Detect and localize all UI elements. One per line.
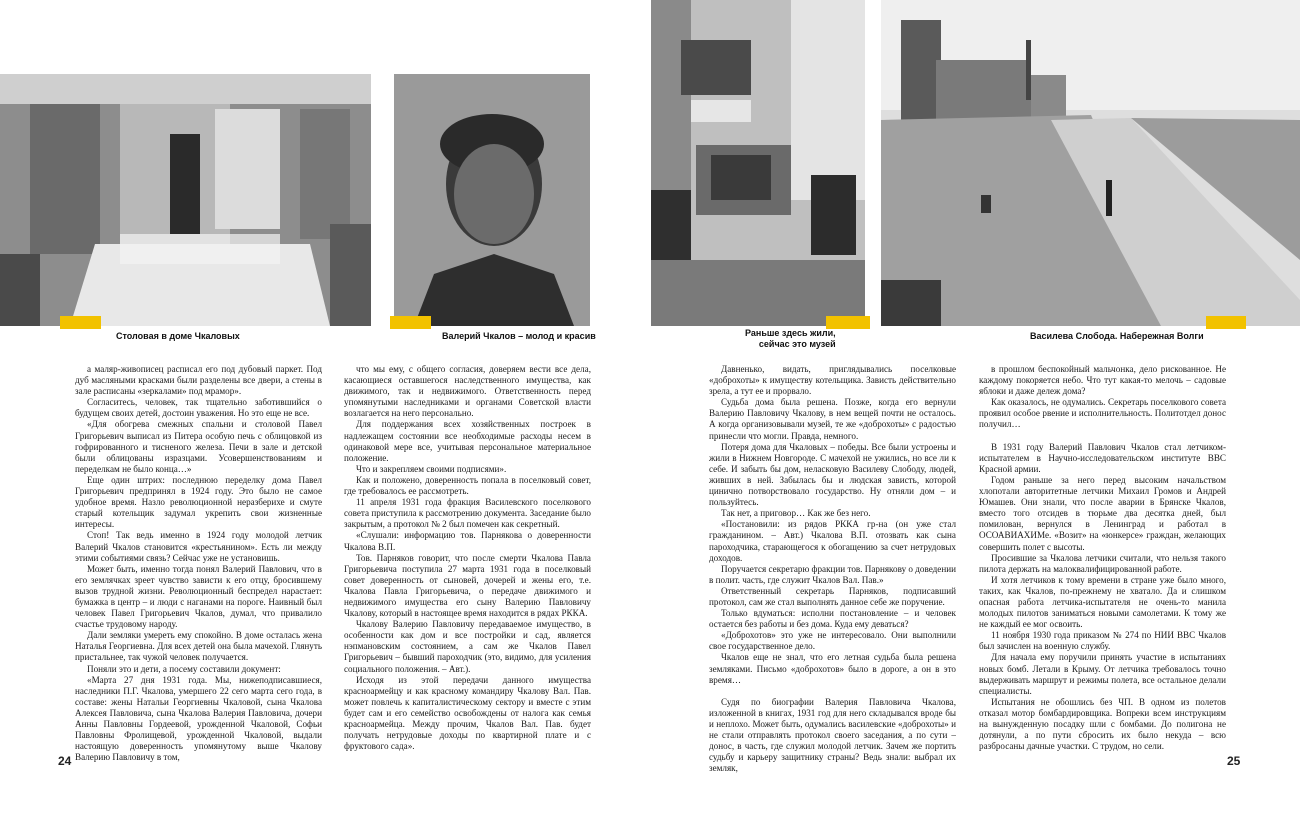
paragraph: в прошлом беспокойный мальчонка, дело рискованное. Не каждому покоряется небо. Что тут какая-то мелочь – садовые яблоки и даже дележ дома? — [979, 364, 1226, 397]
photo-embankment — [881, 0, 1300, 326]
paragraph: что мы ему, с общего согласия, доверяем вести все дела, касающиеся оставшегося наследственного имущества, как движимого, так и недвижимого. Ответственность перед упомянутыми наследниками и органами Советской власти возлагается на него персонально. — [344, 364, 591, 419]
caption-museum-line-2: сейчас это музей — [758, 339, 836, 349]
page-number-left: 24 — [58, 754, 72, 768]
photo-portrait — [394, 74, 590, 326]
paragraph: Согласитесь, человек, так тщательно заботившийся о будущем своих детей, достоин уважения. Но это еще не все. — [75, 397, 322, 419]
paragraph: Стоп! Так ведь именно в 1924 году молодой летчик Валерий Чкалов становится «крестьянином». Есть ли между этими событиями связь? Сейчас уже не установишь. — [75, 530, 322, 563]
paragraph: Судя по биографии Валерия Павловича Чкалова, изложенной в книгах, 1931 год для него складывался вроде бы и неплохо. Может быть, одумались василевские «доброхоты» и не стали отправлять протокол своего заседания, а по сути – донос, в часть, где служил молодой летчик. Зачем же портить судьбу и карьеру защитнику страны? Ведь знали: выбрал их земляк, — [709, 696, 956, 774]
paragraph: «Слушали: информацию тов. Парнякова о доверенности Чкалова В.П. — [344, 530, 591, 552]
paragraph: «Для обогрева смежных спальни и столовой Павел Григорьевич выписал из Питера особую печь с облицовкой из гофрированного и тисненого железа. Печи в зале и детской были облицованы изразцами. Усовершенствованиям и переделкам не было конца…» — [75, 419, 322, 474]
page-number-right: 25 — [1227, 754, 1241, 768]
paragraph: а маляр-живописец расписал его под дубовый паркет. Под дуб масляными красками были разделены все двери, а стены в зале расписаны «зеркалами» под мрамор». — [75, 364, 322, 397]
paragraph: Исходя из этой передачи данного имущества красноармейцу и как красному командиру Чкалову Вал. Пав. может повлечь к капиталистическому сектору и вместе с этим будет сам и его семейство освобождены от налога как семья красноармейца. Между прочим, Чкалов Вал. Пав. будет получать нетрудовые доходы по квартирной плате и с фруктового сада». — [344, 674, 591, 752]
paragraph — [979, 431, 1226, 442]
caption-museum — [745, 328, 836, 350]
paragraph: И хотя летчиков к тому времени в стране уже было много, таких, как Чкалов, по-прежнему не хватало. Да и слишком опасная работа летчика-испытателя не очень-то манила молодых пилотов заниматься новыми самолетами. К тому же не каждый ее мог освоить. — [979, 574, 1226, 630]
caption-tag-2 — [390, 316, 431, 329]
paragraph: Испытания не обошлись без ЧП. В одном из полетов отказал мотор бомбардировщика. Вопреки всем инструкциям на вынужденную посадку шли с бомбами. До полигона не дотянули, а по пути сбросить их было некуда – всю разбросаны дачные участки. С трудом, но сели. — [979, 696, 1226, 752]
text-column-4 — [979, 364, 1226, 752]
paragraph: 11 ноября 1930 года приказом № 274 по НИИ ВВС Чкалов был зачислен на военную службу. — [979, 630, 1226, 652]
paragraph: 11 апреля 1931 года фракция Василевского поселкового совета приступила к рассмотрению документа. Заседание было закрытым, а протокол № 2 был помечен как секретный. — [344, 497, 591, 530]
paragraph: Только вдуматься: исполни постановление – и человек остается без работы и без дома. Куда ему деваться? — [709, 608, 956, 630]
paragraph: В 1931 году Валерий Павлович Чкалов стал летчиком-испытателем в Научно-исследовательском институте ВВС Красной армии. — [979, 441, 1226, 474]
paragraph: Годом раньше за него перед высоким начальством хлопотали авторитетные летчики Михаил Громов и Андрей Юмашев. Они знали, что после аварии в Брянске Чкалов, вместо того отсидев в тюрьме два десятка дней, был помилован, вернулся в Ленинград и работал в ОСОАВИАХИМе. «Возит» на «юнкерсе» граждан, желающих совершить полет с высоты. — [979, 474, 1226, 552]
paragraph: Чкалову Валерию Павловичу передаваемое имущество, в особенности как дом и все постройки и сад, является нэпмановским состоянием, а сам же Чкалов Павел Григорьевич – бывший пароходчик (это, видимо, для усиления социального положения. – Авт.). — [344, 619, 591, 674]
embankment-image — [881, 0, 1300, 326]
paragraph: «Доброхотов» это уже не интересовало. Они выполнили свое государственное дело. — [709, 630, 956, 652]
caption-tag-1 — [60, 316, 101, 329]
photo-museum — [651, 0, 865, 326]
text-column-2 — [344, 364, 591, 752]
caption-tag-4 — [1206, 316, 1246, 329]
text-column-1 — [75, 364, 322, 763]
paragraph: Дали земляки умереть ему спокойно. В доме осталась жена Наталья Георгиевна. Для всех детей она была мачехой. Глянуть пристальнее, так чужой человек получается. — [75, 630, 322, 663]
dining-room-image — [0, 74, 371, 326]
paragraph — [709, 686, 956, 697]
paragraph: Как оказалось, не одумались. Секретарь поселкового совета проявил особое рвение и исполнительность. Политотдел донос получил… — [979, 397, 1226, 430]
paragraph: «Постановили: из рядов РККА гр-на (он уже стал гражданином. – Авт.) Чкалова В.П. отозвать как сына пароходчика, старающегося к обогащению за счет нетрудовых доходов. — [709, 519, 956, 563]
paragraph: «Марта 27 дня 1931 года. Мы, нижеподписавшиеся, наследники П.Г. Чкалова, умершего 22 сего марта сего года, в составе: жены Натальи Георгиевны Чкаловой, сына Чкалова Алексея Павловича, сына Чкалова Валерия Павловича, дочери Анны Павловны Гордеевой, урожденной Чкаловой, Софьи Павловны Фролищевой, урожденной Чкаловой, выдали настоящую доверенность упомянутому выше Чкалову Валерию Павловичу в том, — [75, 674, 322, 763]
museum-image — [651, 0, 865, 326]
paragraph: Как и положено, доверенность попала в поселковый совет, где требовалось ее рассмотреть. — [344, 474, 591, 497]
portrait-image — [394, 74, 590, 326]
photo-dining-room — [0, 74, 371, 326]
caption-dining-room: Столовая в доме Чкаловых — [116, 331, 240, 341]
caption-embankment: Василева Слобода. Набережная Волги — [1030, 331, 1204, 341]
paragraph: Ответственный секретарь Парняков, подписавший протокол, сам же стал выполнять данное себе же поручение. — [709, 585, 956, 607]
paragraph: Для начала ему поручили принять участие в испытаниях новых бомб. Летали в Крыму. От летчика требовалось точно выдерживать маршрут и режимы полета, все остальное делали специалисты. — [979, 652, 1226, 696]
paragraph: Судьба дома была решена. Позже, когда его вернули Валерию Павловичу Чкалову, в нем вещей почти не осталось. А когда организовывали музей, те же «доброхоты» с радостью принесли что могли. Правда, немного. — [709, 397, 956, 441]
paragraph: Может быть, именно тогда понял Валерий Павлович, что в его землячках зреет чувство зависти к его отцу, бросившему вызов трудной жизни. Революционный беспредел нарастает: бумажка в центр – и люди с наганами на пороге. Наивный был человек Павел Григорьевич Чкалов, думал, что привалило счастье трудовому народу. — [75, 563, 322, 630]
paragraph: Еще один штрих: последнюю переделку дома Павел Григорьевич предпринял в 1924 году. Это было не самое удобное время. Назло революционной неразберихе и смуте старый котельщик задумал укрепить свои жизненные интересы. — [75, 474, 322, 530]
paragraph: Поручается секретарю фракции тов. Парнякову о доведении в полит. часть, где служит Чкалов Вал. Пав.» — [709, 563, 956, 585]
paragraph: Давненько, видать, приглядывались поселковые «доброхоты» к имуществу котельщика. Зависть действительно зрела, а тут ее и прорвало. — [709, 364, 956, 397]
paragraph: Чкалов еще не знал, что его летная судьба была решена земляками. Письмо «доброхотов» было в дороге, а он в это время… — [709, 652, 956, 685]
paragraph: Тов. Парняков говорит, что после смерти Чкалова Павла Григорьевича поступила 27 марта 1931 года в поселковый совет доверенность от сыновей, дочерей и жены его, т.е. Чкалова Павла Григорьевича, о передаче движимого и недвижимого имущества его сыну Валерию Павловичу Чкалову, который в настоящее время находится в рядах РККА. — [344, 552, 591, 619]
paragraph: Поняли это и дети, а посему составили документ: — [87, 663, 281, 674]
text-column-3 — [709, 364, 956, 774]
caption-museum-line-1: Раньше здесь жили, — [745, 328, 836, 338]
paragraph: Что и закрепляем своими подписями». — [356, 463, 507, 474]
paragraph: Так нет, а приговор… Как же без него. — [721, 508, 871, 519]
caption-portrait: Валерий Чкалов – молод и красив — [442, 331, 596, 341]
paragraph: Просившие за Чкалова летчики считали, что нельзя такого пилота держать на малоквалифицированной работе. — [979, 552, 1226, 574]
paragraph: Потеря дома для Чкаловых – победы. Все были устроены и жили в Нижнем Новгороде. С мачехой не ужились, но все ли к себе. И забыть бы дом, неласковую Василеву Слободу, людей, живших в ней. Забылась бы и людская зависть, которой цинично потворствовало государство. Ну отняли дом – и пользуйтесь. — [709, 441, 956, 508]
paragraph: Для поддержания всех хозяйственных построек в надлежащем состоянии все необходимые расходы несем в одинаковой мере все, учитывая персональное материальное положение. — [344, 419, 591, 463]
